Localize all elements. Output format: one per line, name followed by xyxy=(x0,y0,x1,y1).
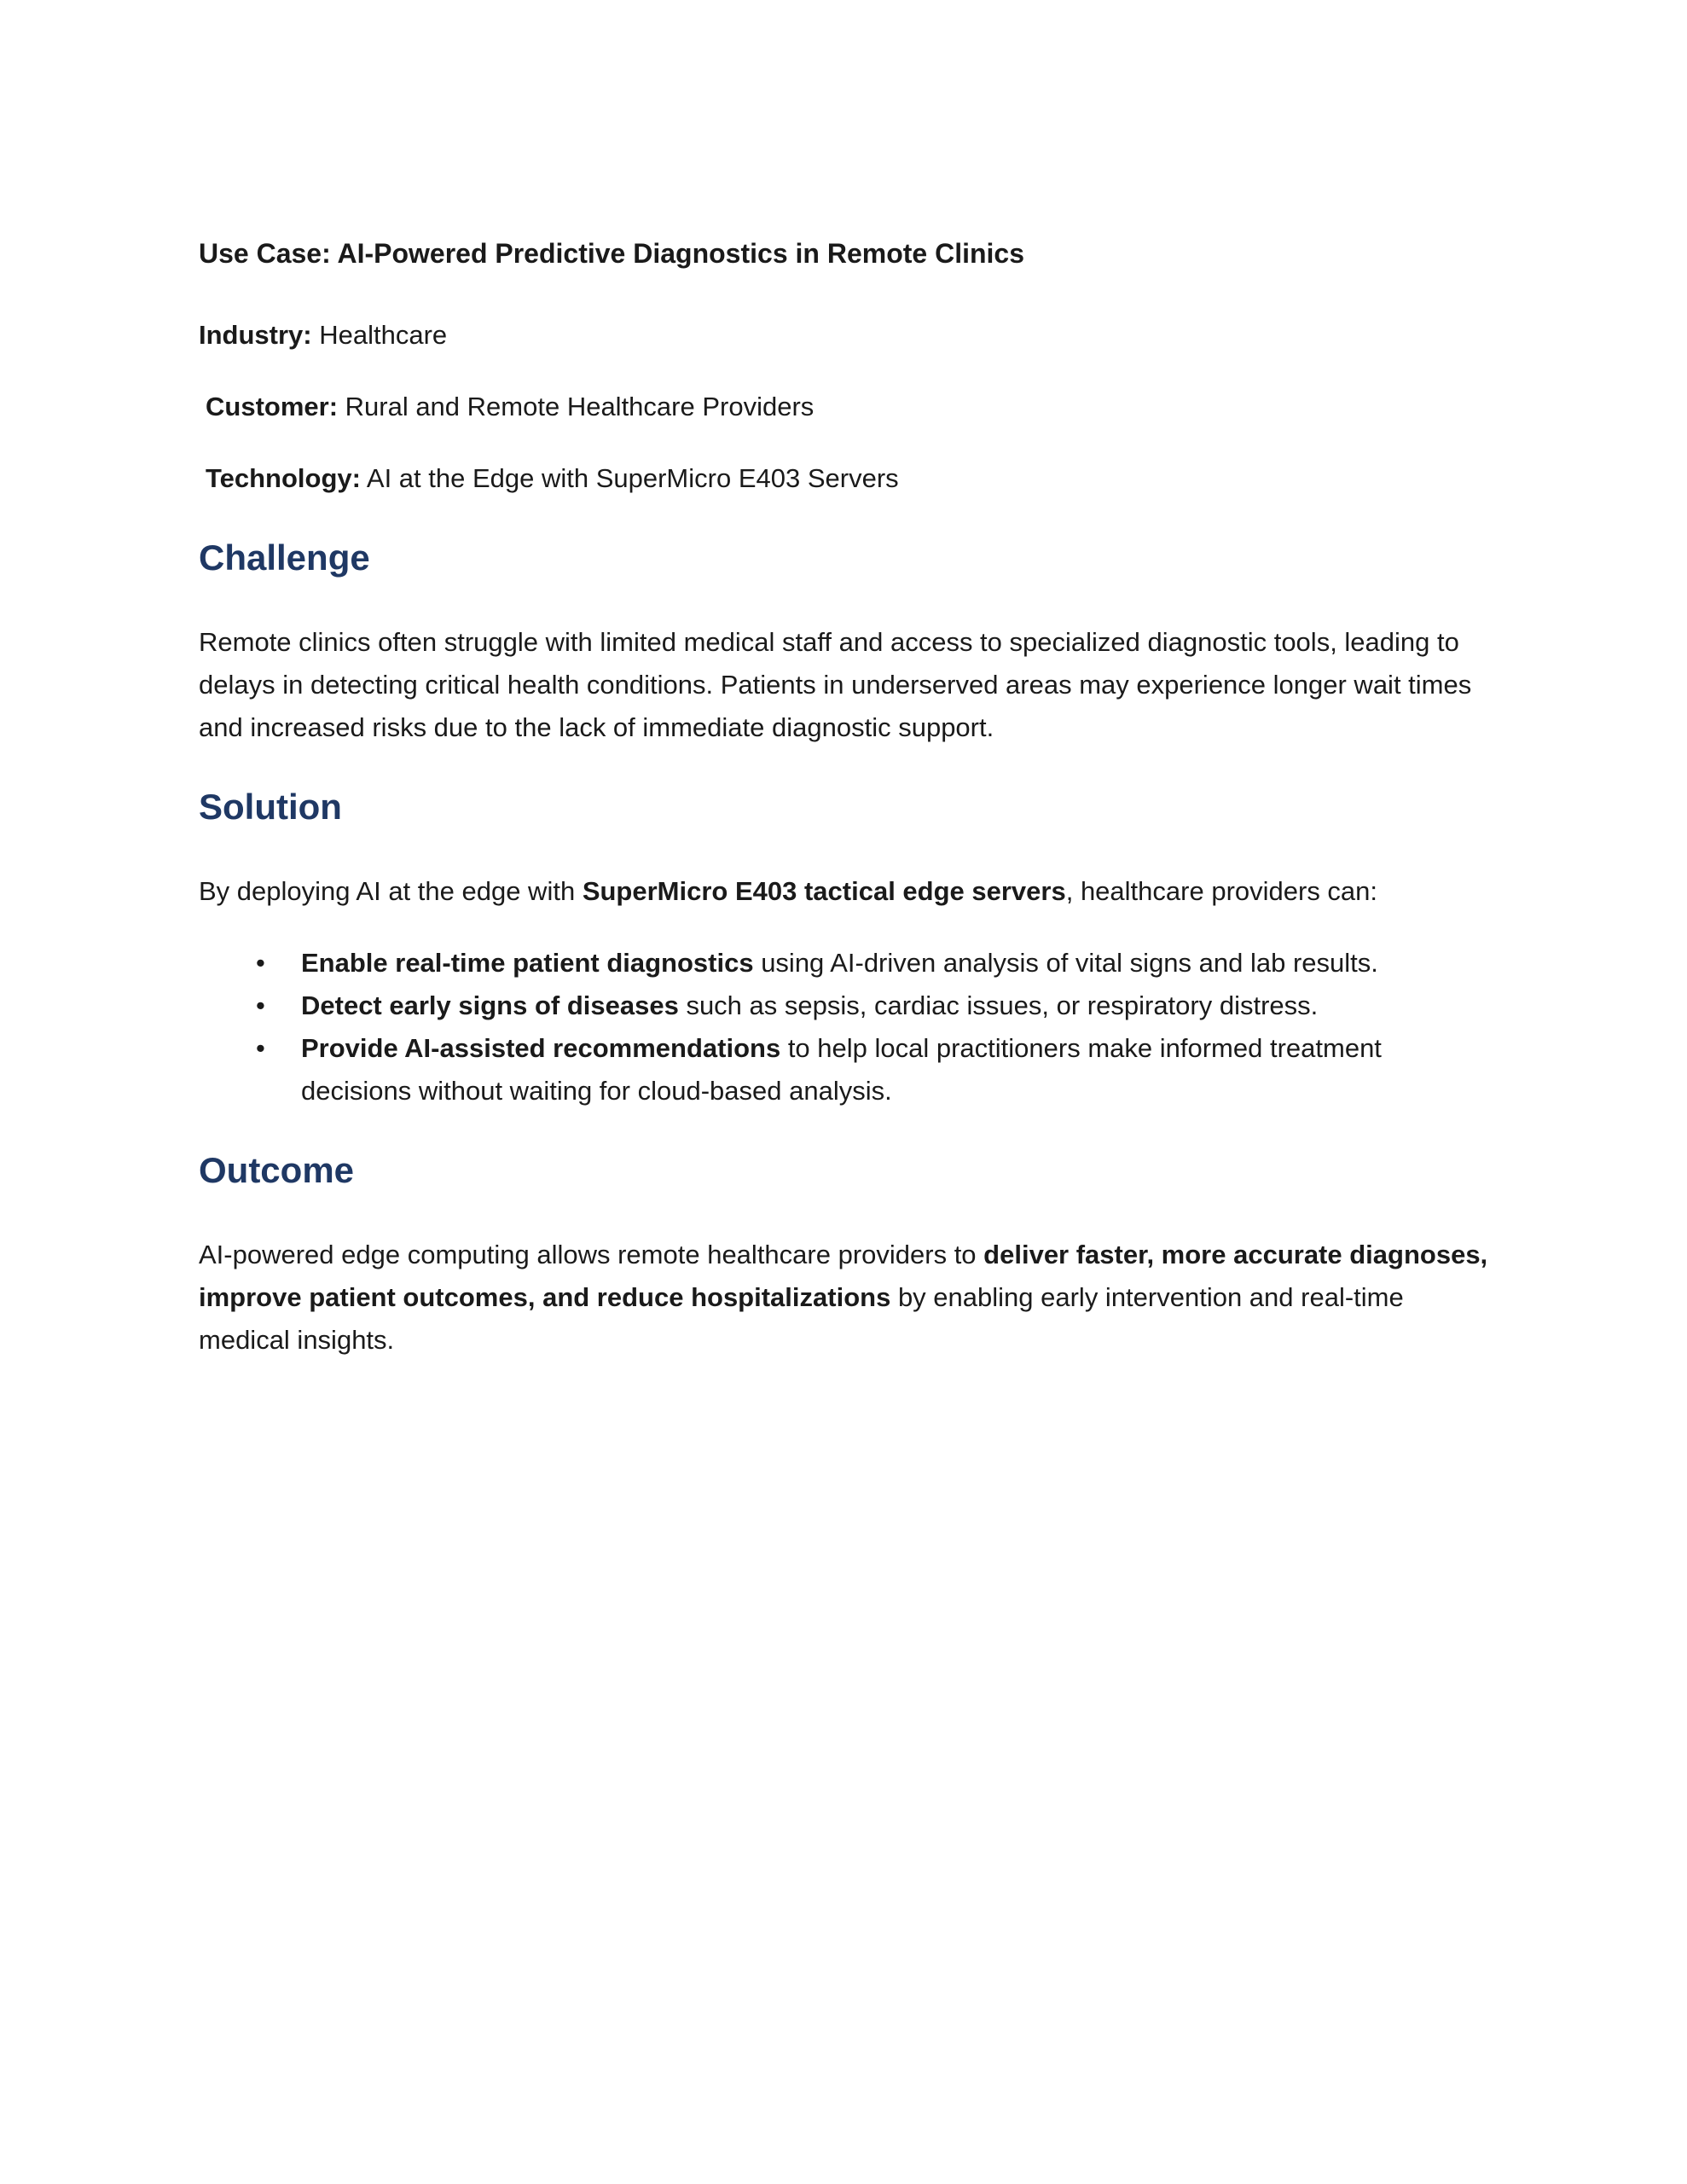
meta-row-industry xyxy=(199,314,1488,357)
bullet-dot-icon: • xyxy=(256,990,265,1020)
meta-row-technology xyxy=(199,457,1488,500)
solution-intro-post: , healthcare providers can: xyxy=(1065,876,1378,906)
bullet-bold-diagnostics: Enable real-time patient diagnostics xyxy=(301,948,754,978)
solution-intro-bold: SuperMicro E403 tactical edge servers xyxy=(582,876,1066,906)
bullet-bold-diseases: Detect early signs of diseases xyxy=(301,990,679,1020)
bullet-item-recommendations xyxy=(256,1027,1488,1112)
section-heading-challenge: Challenge xyxy=(199,537,370,578)
meta-row-customer xyxy=(199,386,1488,428)
meta-label-technology: Technology: xyxy=(206,463,361,493)
bullet-item-diagnostics xyxy=(256,942,1488,985)
bullet-dot-icon: • xyxy=(256,1033,265,1063)
meta-label-customer: Customer: xyxy=(206,392,339,421)
meta-value-customer: Rural and Remote Healthcare Providers xyxy=(338,392,815,421)
bullet-item-diseases xyxy=(256,985,1488,1027)
meta-value-technology: AI at the Edge with SuperMicro E403 Servers xyxy=(360,463,899,493)
outcome-paragraph xyxy=(199,1234,1488,1362)
bullet-rest-diagnostics: using AI-driven analysis of vital signs and lab results. xyxy=(753,948,1378,978)
outcome-pre: AI-powered edge computing allows remote healthcare providers to xyxy=(199,1240,984,1269)
bullet-rest-diseases: such as sepsis, cardiac issues, or respiratory distress. xyxy=(678,990,1319,1020)
challenge-paragraph: Remote clinics often struggle with limited medical staff and access to specialized diagnostic tools, leading to delays in detecting critical health conditions. Patients in underserved areas may experience longer wait times and increased risks due to the lack of immediate diagnostic support. xyxy=(199,627,1472,742)
meta-label-industry: Industry: xyxy=(199,320,312,350)
solution-bullet-list xyxy=(199,942,1488,1112)
bullet-rest-recommendations: to help local practitioners make informed treatment decisions without waiting for cloud-based analysis. xyxy=(301,1033,1382,1106)
solution-intro-pre: By deploying AI at the edge with xyxy=(199,876,583,906)
section-heading-outcome: Outcome xyxy=(199,1150,355,1190)
solution-intro xyxy=(199,870,1488,913)
bullet-bold-recommendations: Provide AI-assisted recommendations xyxy=(301,1033,781,1063)
outcome-bold: deliver faster, more accurate diagnoses, improve patient outcomes, and reduce hospitalizations xyxy=(199,1240,1488,1312)
bullet-dot-icon: • xyxy=(256,948,265,978)
meta-value-industry: Healthcare xyxy=(311,320,448,350)
outcome-post: by enabling early intervention and real-time medical insights. xyxy=(199,1282,1404,1355)
section-heading-solution: Solution xyxy=(199,787,342,827)
document-title: Use Case: AI-Powered Predictive Diagnostics in Remote Clinics xyxy=(199,238,1024,269)
